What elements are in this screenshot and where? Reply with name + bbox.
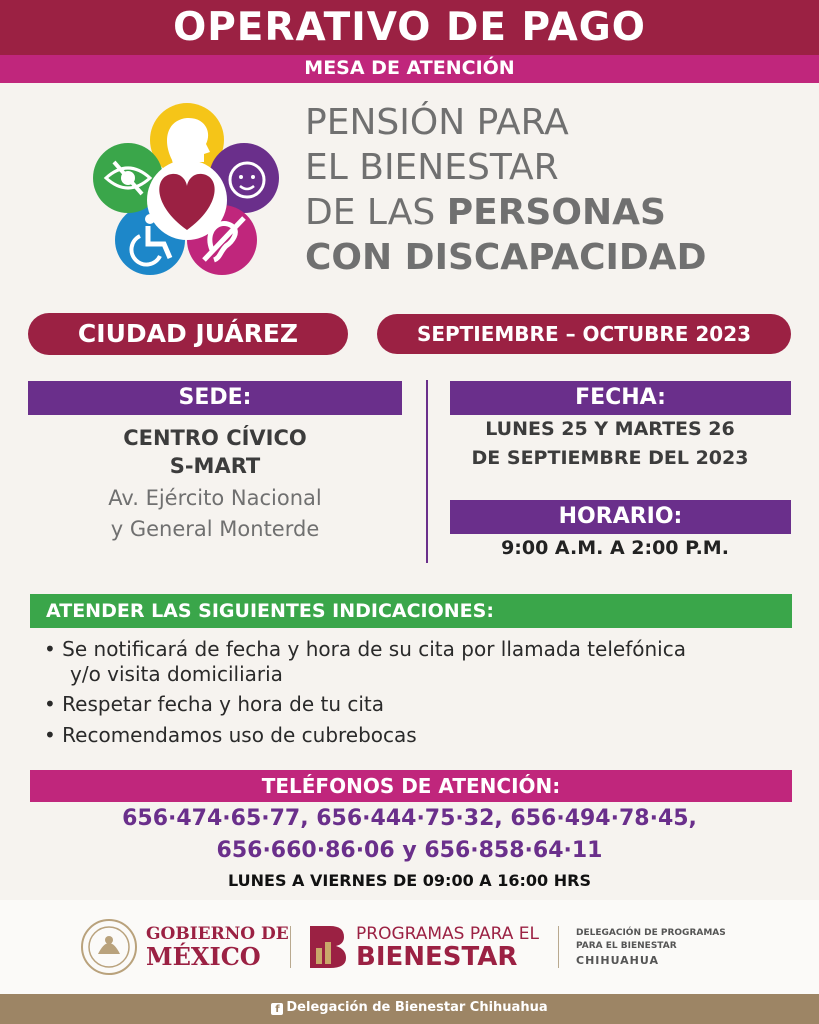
attention-hours: LUNES A VIERNES DE 09:00 A 16:00 HRS: [228, 871, 591, 890]
program-title-line3-bold: PERSONAS: [446, 192, 666, 233]
column-divider: [426, 380, 428, 563]
gobierno-label-line1: GOBIERNO DE: [146, 924, 289, 944]
city-badge: CIUDAD JUÁREZ: [28, 313, 348, 355]
delegacion-label-line1: DELEGACIÓN DE PROGRAMAS: [576, 928, 726, 938]
sede-label: SEDE:: [28, 381, 402, 415]
programas-label-line1: PROGRAMAS PARA EL: [356, 924, 540, 944]
fecha-line2: DE SEPTIEMBRE DEL 2023: [471, 447, 749, 469]
delegacion-label-line2: PARA EL BIENESTAR: [576, 941, 677, 951]
mexico-seal-icon: [80, 918, 138, 976]
gobierno-label-line2: MÉXICO: [146, 942, 261, 971]
sede-name-line1: CENTRO CÍVICO: [123, 426, 307, 450]
period-badge: SEPTIEMBRE – OCTUBRE 2023: [377, 314, 791, 354]
facebook-icon: f: [271, 1003, 283, 1015]
program-title-line2: EL BIENESTAR: [305, 147, 559, 188]
disability-program-logo: [92, 100, 282, 280]
sede-address-line1: Av. Ejército Nacional: [108, 486, 322, 510]
program-title-line1: PENSIÓN PARA: [305, 102, 569, 143]
indicacion-item-2: • Respetar fecha y hora de tu cita: [44, 692, 385, 716]
fecha-label: FECHA:: [450, 381, 791, 415]
sede-address-line2: y General Monterde: [110, 517, 320, 541]
indicacion-item-1: • Se notificará de fecha y hora de su cita por llamada telefónica: [44, 637, 686, 661]
telefonos-title: TELÉFONOS DE ATENCIÓN:: [261, 774, 561, 798]
facebook-link[interactable]: [0, 1000, 819, 1015]
facebook-page-name: Delegación de Bienestar Chihuahua: [286, 1000, 548, 1015]
horario-label: HORARIO:: [450, 500, 791, 534]
footer-divider-1: [290, 926, 291, 968]
program-title-line3: [305, 190, 666, 236]
horario-value: 9:00 A.M. A 2:00 P.M.: [501, 537, 729, 559]
phone-numbers-line1: 656·474·65·77, 656·444·75·32, 656·494·78·45,: [122, 806, 697, 831]
footer-divider-2: [558, 926, 559, 968]
delegacion-label-line3: CHIHUAHUA: [576, 954, 659, 967]
program-title-line3-light: DE LAS: [305, 192, 447, 233]
indicacion-item-1-cont: y/o visita domiciliaria: [70, 662, 283, 686]
sede-name-line2: S-MART: [169, 454, 261, 478]
indicaciones-title: ATENDER LAS SIGUIENTES INDICACIONES:: [46, 600, 494, 622]
heart-icon: [147, 160, 227, 240]
indicacion-item-3: • Recomendamos uso de cubrebocas: [44, 723, 417, 747]
phone-numbers-line2: 656·660·86·06 y 656·858·64·11: [216, 838, 603, 863]
page-subtitle: MESA DE ATENCIÓN: [304, 57, 515, 79]
programas-label-line2: BIENESTAR: [356, 942, 518, 972]
fecha-line1: LUNES 25 Y MARTES 26: [485, 418, 735, 440]
page-title: OPERATIVO DE PAGO: [173, 5, 646, 50]
bienestar-logo-icon: [308, 924, 348, 970]
program-title-line4: CON DISCAPACIDAD: [305, 237, 707, 278]
